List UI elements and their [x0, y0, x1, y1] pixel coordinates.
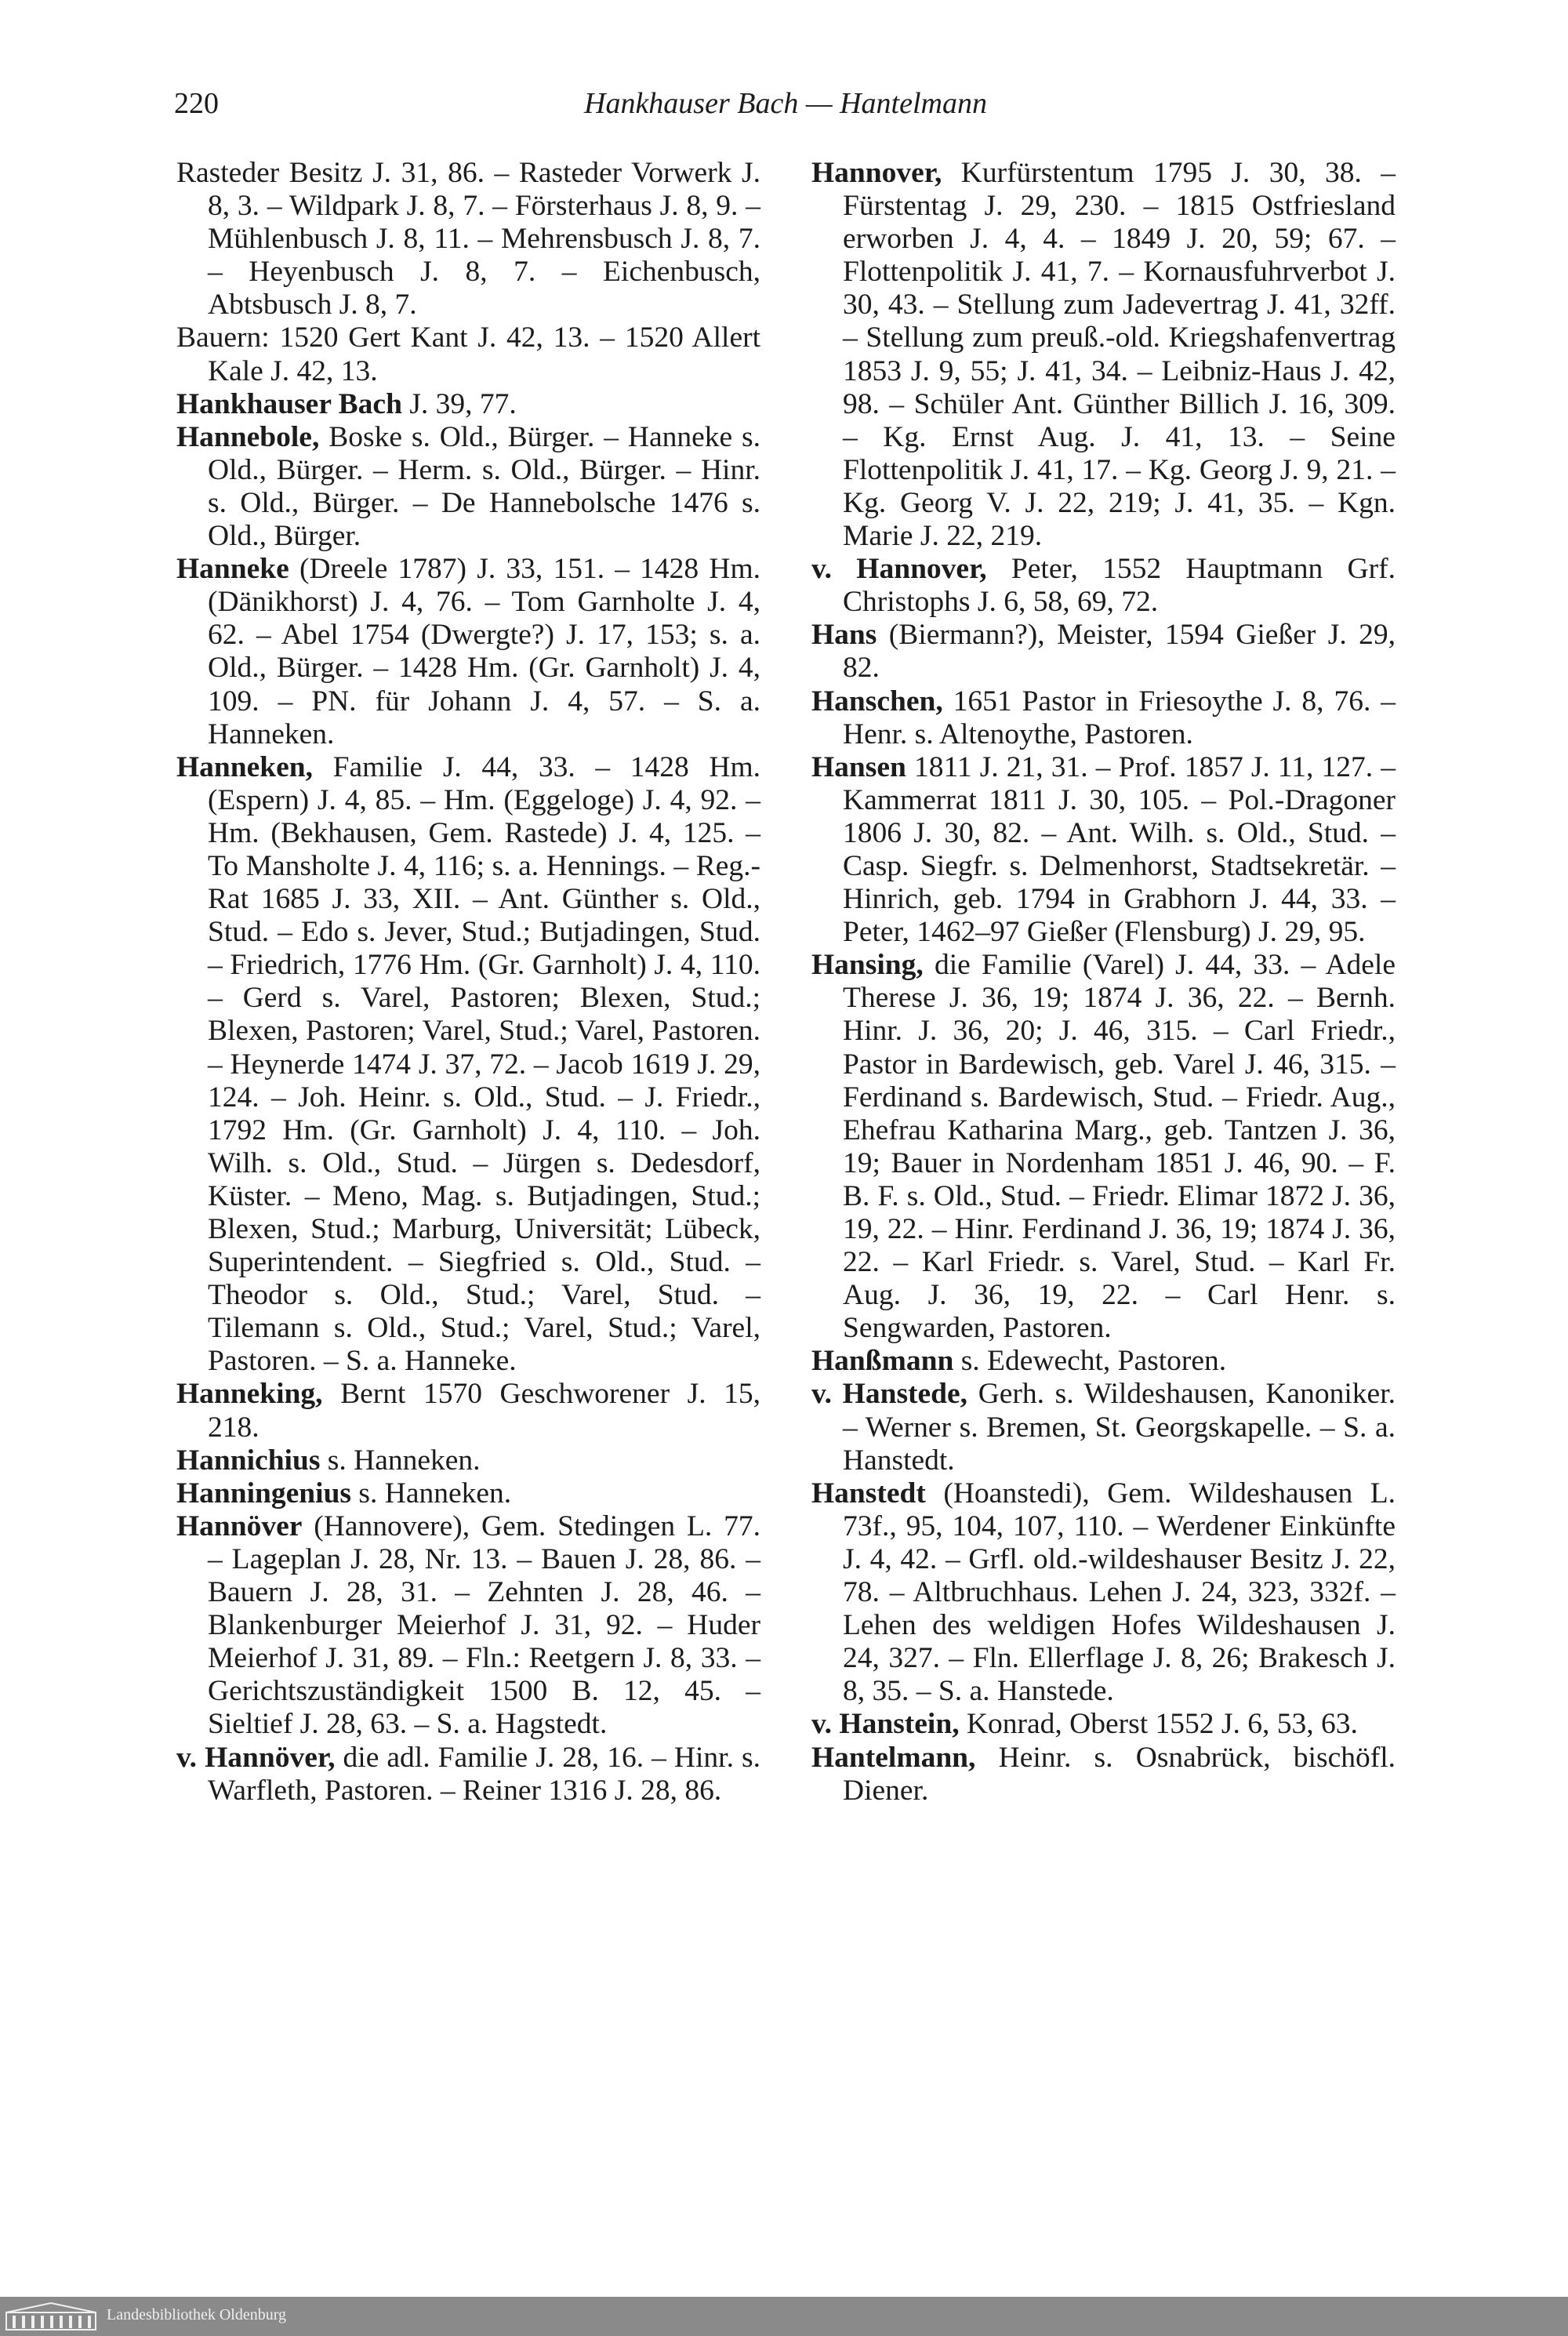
entry-text: Konrad, Oberst 1552 J. 6, 53, 63. — [959, 1708, 1358, 1741]
entry-text: (Biermann?), Meister, 1594 Gießer J. 29, 82. — [843, 619, 1396, 685]
page-header — [0, 86, 1568, 133]
library-name: Landesbibliothek Oldenburg — [107, 2306, 287, 2323]
index-entry — [176, 1477, 760, 1510]
entry-text: 1811 J. 21, 31. – Prof. 1857 J. 11, 127. – Kammerrat 1811 J. 30, 105. – Pol.-Dragoner 1806 J. 30, 82. – Ant. Wilh. s. Old., Stud. – Casp. Siegfr. s. Delmenhorst, Stadtsekretär. – Hinrich, geb. 1794 in Grabhorn J. 44, 33. – Peter, 1462–97 Gießer (Flensburg) J. 29, 95. — [843, 750, 1396, 949]
entry-text: 1651 Pastor in Friesoythe J. 8, 76. – Henr. s. Altenoythe, Pastoren. — [843, 685, 1396, 750]
entry-headword: Hans — [811, 619, 877, 652]
entry-headword: Hankhauser Bach — [176, 387, 402, 420]
index-entry — [811, 157, 1396, 553]
entry-text: J. 39, 77. — [401, 387, 517, 420]
index-entry — [176, 1742, 760, 1807]
entry-headword: v. Hannover, — [811, 553, 987, 586]
index-entry — [811, 1742, 1396, 1807]
entry-text: Heinr. s. Osnabrück, bischöfl. Diener. — [843, 1741, 1396, 1807]
index-entry — [176, 157, 760, 322]
entry-headword: Hanneken, — [176, 750, 314, 783]
entry-text: s. Hanneken. — [351, 1477, 512, 1509]
index-entry — [176, 553, 760, 751]
page-number: 220 — [174, 87, 219, 120]
index-entry — [176, 1510, 760, 1742]
entry-headword: Hannebole, — [176, 420, 320, 453]
index-entry — [811, 1378, 1396, 1477]
index-entry — [811, 1345, 1396, 1378]
entry-text: s. Edewecht, Pastoren. — [953, 1345, 1227, 1378]
entry-headword: v. Hanstein, — [811, 1708, 960, 1741]
library-building-icon — [5, 2301, 97, 2331]
entry-text: Boske s. Old., Bürger. – Hanneke s. Old., Bürger. – Herm. s. Old., Bürger. – Hinr. s. Old., Bürger. – De Hannebolsche 1476 s. Old., Bürger. — [208, 420, 760, 553]
entry-headword: Hansen — [811, 750, 906, 783]
entry-headword: Hanneking, — [176, 1378, 323, 1411]
entry-text: Bauern: 1520 Gert Kant J. 42, 13. – 1520 Allert Kale J. 42, 13. — [176, 322, 760, 387]
entry-text: Familie J. 44, 33. – 1428 Hm. (Espern) J. 4, 85. – Hm. (Eggeloge) J. 4, 92. – Hm. (Bekhausen, Gem. Rastede) J. 4, 125. – To Mansholte J. 4, 116; s. a. Hennings. – Reg.-Rat 1685 J. 33, XII. – Ant. Günther s. Old., Stud. – Edo s. Jever, Stud.; Butjadingen, Stud. – Friedrich, 1776 Hm. (Gr. Garnholt) J. 4, 110. – Gerd s. Varel, Pastoren; Blexen, Stud.; Blexen, Pastoren; Varel, Stud.; Varel, Pastoren. – Heynerde 1474 J. 37, 72. – Jacob 1619 J. 29, 124. – Joh. Heinr. s. Old., Stud. – J. Friedr., 1792 Hm. (Gr. Garnholt) J. 4, 110. – Joh. Wilh. s. Old., Stud. – Jürgen s. Dedesdorf, Küster. – Meno, Mag. s. Butjadingen, Stud.; Blexen, Stud.; Marburg, Universität; Lübeck, Superintendent. – Siegfried s. Old., Stud. – Theodor s. Old., Stud.; Varel, Stud. – Tilemann s. Old., Stud.; Varel, Stud.; Varel, Pastoren. – S. a. Hanneke. — [208, 750, 760, 1378]
entry-headword: Hannöver — [176, 1509, 303, 1542]
entry-headword: Hanningenius — [176, 1477, 352, 1509]
entry-headword: Hannover, — [811, 157, 942, 189]
footer-bar — [0, 2297, 1568, 2336]
entry-headword: Hansing, — [811, 949, 924, 982]
entry-text: Peter, 1552 Hauptmann Grf. Christophs J. 6, 58, 69, 72. — [843, 553, 1396, 619]
index-entry — [176, 1378, 760, 1444]
entry-text: s. Hanneken. — [320, 1444, 481, 1477]
entry-headword: Hanschen, — [811, 685, 943, 718]
index-entry — [811, 685, 1396, 751]
index-entry — [176, 388, 760, 421]
entry-text: Rasteder Besitz J. 31, 86. – Rasteder Vorwerk J. 8, 3. – Wildpark J. 8, 7. – Försterhaus J. 8, 9. – Mühlenbusch J. 8, 11. – Mehrensbusch J. 8, 7. – Heyenbusch J. 8, 7. – Eichenbusch, Abtsbusch J. 8, 7. — [176, 157, 760, 322]
entry-text: (Hoanstedi), Gem. Wildeshausen L. 73f., 95, 104, 107, 110. – Werdener Einkünfte J. 4, 42. – Grfl. old.-wildeshauser Besitz J. 22, 78. – Altbruchhaus. Lehen J. 24, 323, 332f. – Lehen des weldigen Hofes Wildeshausen J. 24, 327. – Fln. Ellerflage J. 8, 26; Brakesch J. 8, 35. – S. a. Hanstede. — [843, 1477, 1396, 1708]
index-entry — [811, 751, 1396, 950]
index-entry — [811, 1708, 1396, 1741]
entry-text: die Familie (Varel) J. 44, 33. – Adele Therese J. 36, 19; 1874 J. 36, 22. – Bernh. Hinr. J. 36, 20; J. 46, 315. – Carl Friedr., Pastor in Bardewisch, geb. Varel J. 46, 315. – Ferdinand s. Bardewisch, Stud. – Friedr. Aug., Ehefrau Katharina Marg., geb. Tantzen J. 36, 19; Bauer in Nordenham 1851 J. 46, 90. – F. B. F. s. Old., Stud. – Friedr. Elimar 1872 J. 36, 19, 22. – Hinr. Ferdinand J. 36, 19; 1874 J. 36, 22. – Karl Friedr. s. Varel, Stud. – Karl Fr. Aug. J. 36, 19, 22. – Carl Henr. s. Sengwarden, Pastoren. — [843, 949, 1396, 1345]
entry-text: (Hannovere), Gem. Stedingen L. 77. – Lageplan J. 28, Nr. 13. – Bauen J. 28, 86. – Bauern J. 28, 31. – Zehnten J. 28, 46. – Blankenburger Meierhof J. 31, 92. – Huder Meierhof J. 31, 89. – Fln.: Reetgern J. 8, 33. – Gerichtszuständigkeit 1500 B. 12, 45. – Sieltief J. 28, 63. – S. a. Hagstedt. — [208, 1509, 760, 1741]
entry-headword: Hanneke — [176, 553, 289, 586]
right-column — [811, 157, 1396, 1807]
index-entry — [176, 751, 760, 1379]
entry-headword: v. Hanstede, — [811, 1378, 968, 1411]
entry-headword: Hanstedt — [811, 1477, 926, 1509]
index-entry — [176, 322, 760, 387]
entry-headword: Hanßmann — [811, 1345, 954, 1378]
entry-text: die adl. Familie J. 28, 16. – Hinr. s. Warfleth, Pastoren. – Reiner 1316 J. 28, 86. — [208, 1741, 760, 1807]
entry-text: Bernt 1570 Geschworener J. 15, 218. — [208, 1378, 760, 1444]
entry-headword: Hannichius — [176, 1444, 321, 1477]
running-title: Hankhauser Bach — Hantelmann — [584, 87, 987, 120]
index-entry — [811, 619, 1396, 685]
left-column — [176, 157, 760, 1807]
entry-headword: v. Hannöver, — [176, 1741, 336, 1774]
entry-text: (Dreele 1787) J. 33, 151. – 1428 Hm. (Dänikhorst) J. 4, 76. – Tom Garnholte J. 4, 62. – Abel 1754 (Dwergte?) J. 17, 153; s. a. Old., Bürger. – 1428 Hm. (Gr. Garnholt) J. 4, 109. – PN. für Johann J. 4, 57. – S. a. Hanneken. — [208, 553, 760, 750]
index-entry — [811, 1477, 1396, 1709]
index-entry — [811, 949, 1396, 1345]
index-entry — [811, 553, 1396, 619]
entry-headword: Hantelmann, — [811, 1741, 976, 1774]
entry-text: Gerh. s. Wildeshausen, Kanoniker. – Werner s. Bremen, St. Georgskapelle. – S. a. Hanstedt. — [843, 1378, 1396, 1477]
index-entry — [176, 1444, 760, 1477]
entry-text: Kurfürstentum 1795 J. 30, 38. – Fürstentag J. 29, 230. – 1815 Ostfriesland erworben J. 4, 4. – 1849 J. 20, 59; 67. – Flottenpolitik J. 41, 7. – Kornausfuhrverbot J. 30, 43. – Stellung zum Jadevertrag J. 41, 32ff. – Stellung zum preuß.-old. Kriegshafenvertrag 1853 J. 9, 55; J. 41, 34. – Leibniz-Haus J. 42, 98. – Schüler Ant. Günther Billich J. 16, 309. – Kg. Ernst Aug. J. 41, 13. – Seine Flottenpolitik J. 41, 17. – Kg. Georg J. 9, 21. – Kg. Georg V. J. 22, 219; J. 41, 35. – Kgn. Marie J. 22, 219. — [843, 157, 1396, 553]
index-entry — [176, 421, 760, 553]
